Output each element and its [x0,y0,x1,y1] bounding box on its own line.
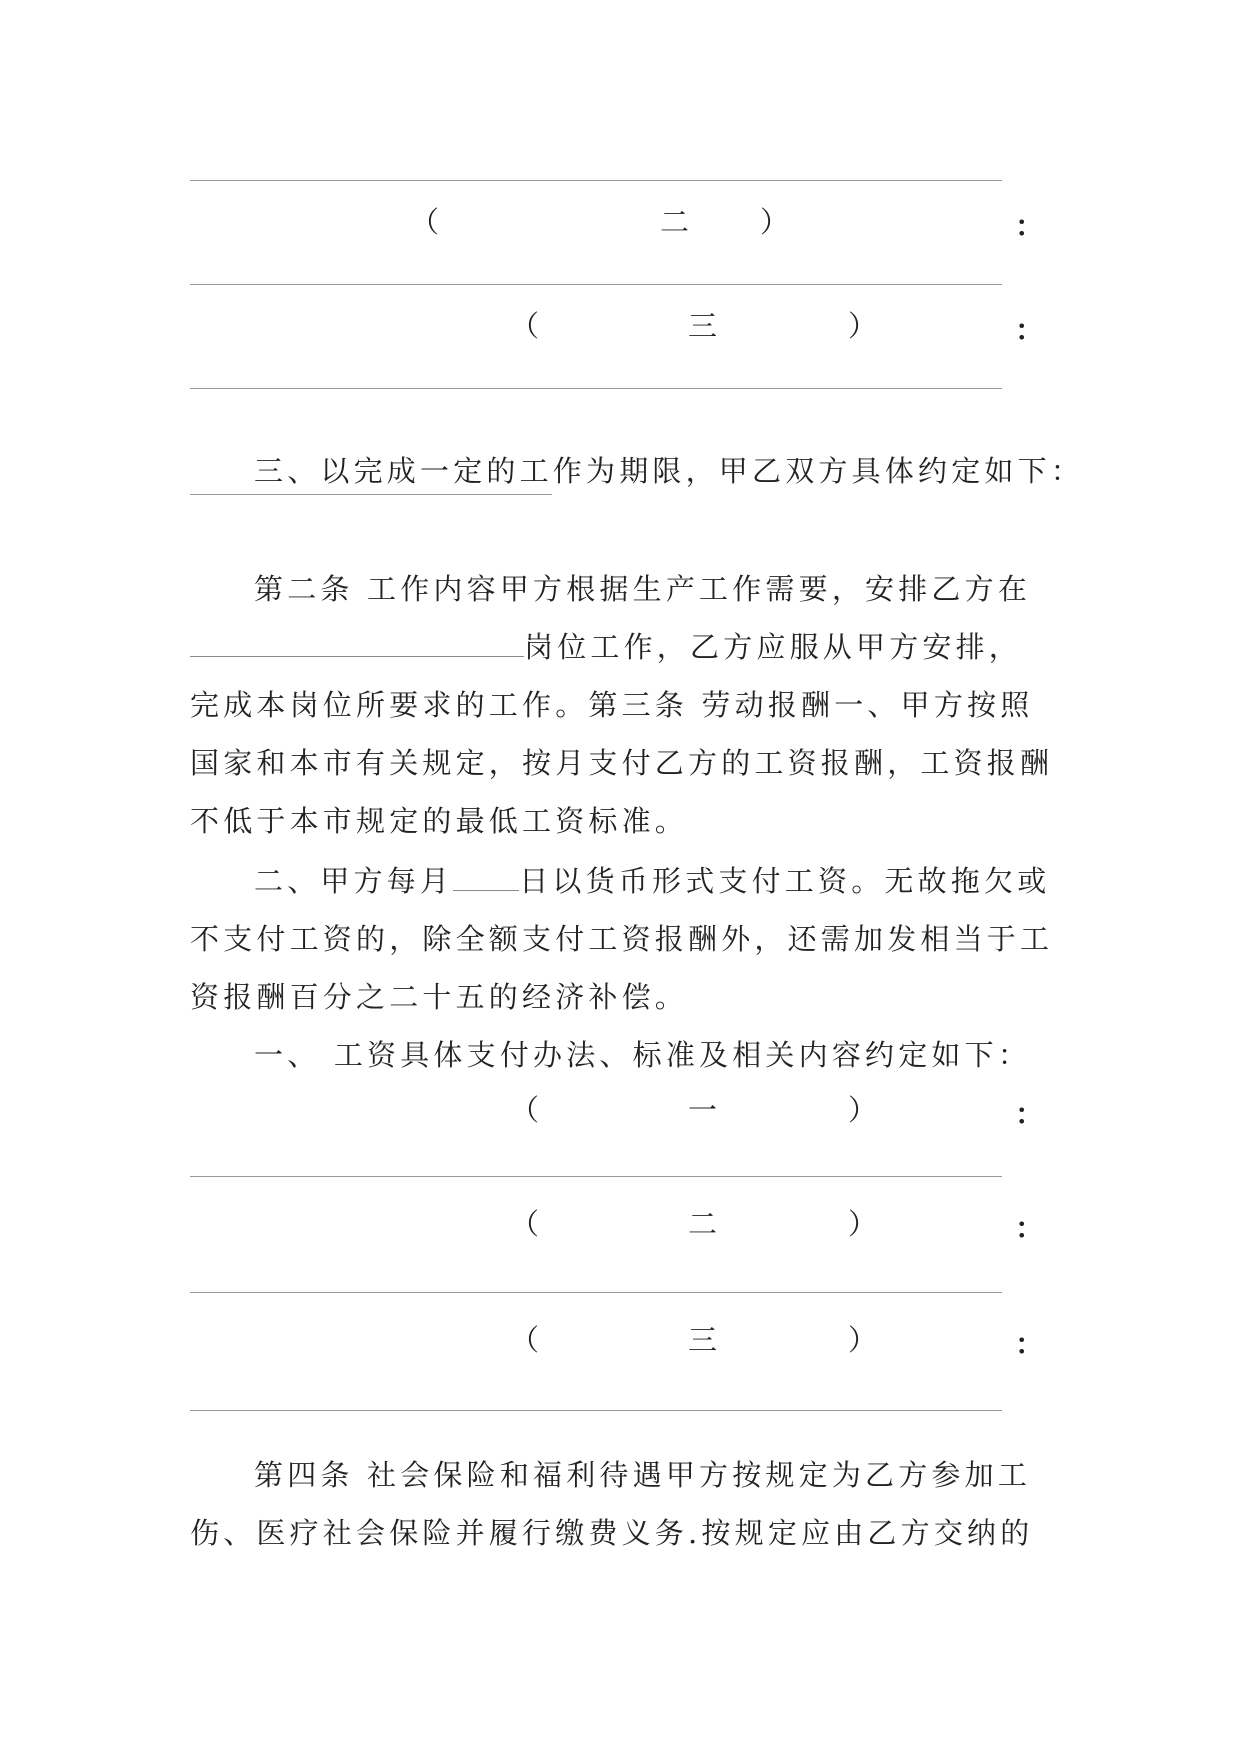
item-number: 一 [688,1093,718,1127]
fill-in-line [190,1410,1002,1411]
text-line: 资报酬百分之二十五的经济补偿。 [190,980,689,1014]
paren-open: （ [510,1207,540,1241]
text-line: 不低于本市规定的最低工资标准。 [190,804,689,838]
item-number: 二 [688,1207,718,1241]
text-line: 一、 工资具体支付办法、标准及相关内容约定如下： [254,1038,1032,1072]
text-line [190,852,1050,910]
paren-open: （ [510,1323,540,1357]
paren-close: ） [760,205,790,239]
fill-in-line [190,284,1002,285]
article-4-paragraph [190,1446,1050,1562]
text-line: 国家和本市有关规定，按月支付乙方的工资报酬，工资报酬 [190,746,1054,780]
paren-open: （ [410,205,440,239]
text-line: 不支付工资的，除全额支付工资报酬外，还需加发相当于工 [190,922,1054,956]
paren-close: ） [848,1323,878,1357]
fill-in-line [190,1292,1002,1293]
text-line: 完成本岗位所要求的工作。第三条 劳动报酬一、甲方按照 [190,688,1034,722]
paren-close: ） [848,309,878,343]
fill-in-line [190,388,1002,389]
fill-in-line [190,1176,1002,1177]
colon: ： [1015,1211,1045,1245]
paren-open: （ [510,1093,540,1127]
fill-in-blank [453,868,519,891]
text-line [190,618,1050,676]
colon: ： [1015,1097,1045,1131]
fill-in-line [190,494,552,495]
article-2-paragraph [190,560,1054,850]
text-segment: 岗位工作，乙方应服从甲方安排， [524,630,1023,664]
fill-in-line [190,180,1002,181]
text-line: 第二条 工作内容甲方根据生产工作需要，安排乙方在 [254,572,1032,606]
text-segment: 二、甲方每月 [254,864,454,898]
text-line: 第四条 社会保险和福利待遇甲方按规定为乙方参加工 [254,1458,1032,1492]
colon: ： [1015,209,1045,243]
text-line: 三、以完成一定的工作为期限，甲乙双方具体约定如下： [254,454,1085,488]
colon: ： [1015,313,1045,347]
item-number: 三 [688,309,718,343]
paren-close: ） [848,1093,878,1127]
item-number: 二 [660,205,690,239]
colon: ： [1015,1327,1045,1361]
text-segment: 日以货币形式支付工资。无故拖欠或 [519,864,1051,898]
item-number: 三 [688,1323,718,1357]
paren-close: ） [848,1207,878,1241]
paren-open: （ [510,309,540,343]
section-3-paragraph [190,442,1085,500]
fill-in-blank [190,634,524,657]
text-line: 伤、医疗社会保险并履行缴费义务.按规定应由乙方交纳的 [190,1516,1034,1550]
payment-paragraph [190,852,1054,1084]
